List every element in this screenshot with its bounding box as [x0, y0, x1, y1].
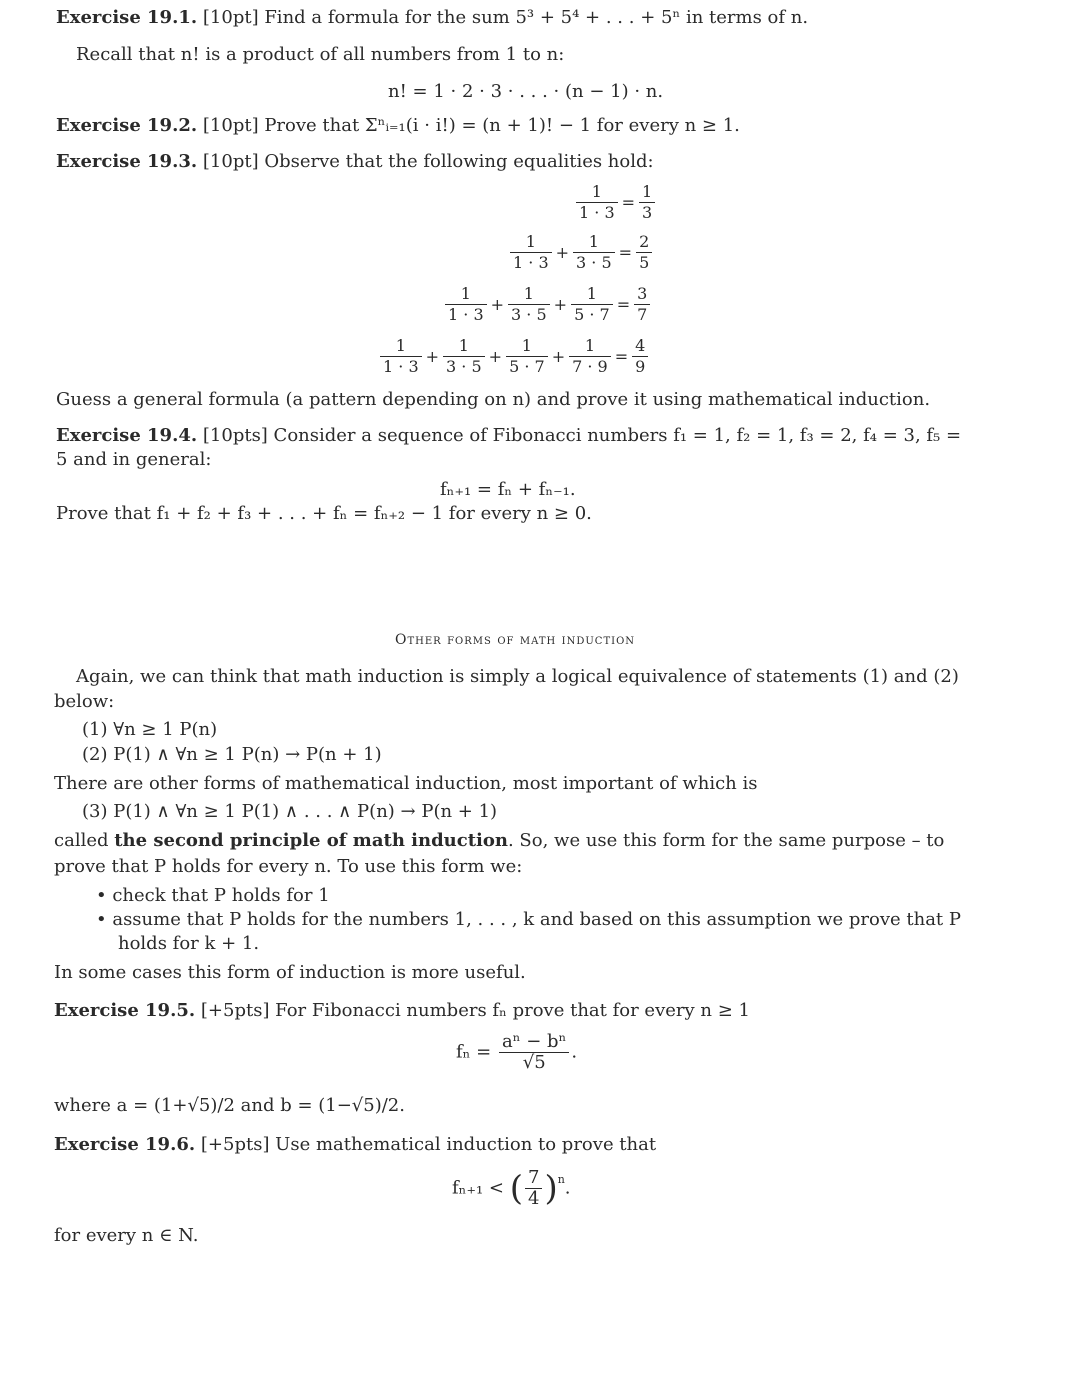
- denominator: √5: [522, 1052, 546, 1073]
- paragraph-4: In some cases this form of induction is more useful.: [54, 962, 526, 983]
- numerator: 1: [573, 232, 615, 253]
- denominator: 4: [527, 1188, 540, 1209]
- denominator: 1 · 3: [513, 253, 549, 272]
- exercise-text: [+5pts] For Fibonacci numbers fₙ prove that for every n ≥ 1: [200, 1000, 750, 1021]
- numerator: 1: [571, 284, 613, 305]
- numerator: 1: [639, 182, 655, 203]
- fraction-term: [508, 284, 550, 325]
- numerator: 2: [636, 232, 652, 253]
- numerator: 1: [443, 336, 485, 357]
- statement-3: (3) P(1) ∧ ∀n ≥ 1 P(1) ∧ . . . ∧ P(n) → P(n + 1): [82, 801, 498, 822]
- denominator: 1 · 3: [579, 203, 615, 222]
- fraction-result: [634, 284, 650, 325]
- exercise-text: [10pt] Find a formula for the sum 5³ + 5⁴ + . . . + 5ⁿ in terms of n.: [202, 7, 809, 28]
- exercise-text: [10pts] Consider a sequence of Fibonacci numbers f₁ = 1, f₂ = 1, f₃ = 2, f₄ = 3, f₅ =: [202, 425, 962, 446]
- statement-1: (1) ∀n ≥ 1 P(n): [82, 719, 218, 740]
- denominator: 1 · 3: [383, 357, 419, 376]
- fraction-term: [571, 284, 613, 325]
- numerator: 1: [576, 182, 618, 203]
- numerator: 1: [508, 284, 550, 305]
- text-run: called: [54, 830, 115, 851]
- bullet-item-2a: • assume that P holds for the numbers 1, . . . , k and based on this assumption we prove that P: [96, 909, 962, 930]
- fraction-result: [639, 182, 655, 223]
- bold-term: the second principle of math induction: [114, 830, 508, 851]
- denominator: 3: [642, 203, 653, 222]
- fraction-result: [636, 232, 652, 273]
- fraction-term: [380, 336, 422, 377]
- exercise-label: Exercise 19.1.: [56, 7, 198, 28]
- where-text: where a = (1+√5)/2 and b = (1−√5)/2.: [54, 1095, 405, 1116]
- fraction: [525, 1168, 542, 1209]
- exercise-label: Exercise 19.2.: [56, 115, 198, 136]
- numerator: 1: [569, 336, 611, 357]
- paragraph-1b: below:: [54, 691, 115, 712]
- paragraph-2: There are other forms of mathematical induction, most important of which is: [54, 773, 758, 794]
- denominator: 7 · 9: [572, 357, 608, 376]
- exercise-label: Exercise 19.4.: [56, 425, 198, 446]
- denominator: 5 · 7: [509, 357, 545, 376]
- denominator: 7: [637, 305, 648, 324]
- equality-row-1: $\frac{1}{1 \cdot 3}$ = $\frac{1}{3}$: [574, 182, 657, 223]
- bullet-item-1: • check that P holds for 1: [96, 885, 330, 906]
- fraction-term: [445, 284, 487, 325]
- exercise-text: [+5pts] Use mathematical induction to prove that: [200, 1134, 657, 1155]
- numerator: 1: [510, 232, 552, 253]
- statement-2: (2) P(1) ∧ ∀n ≥ 1 P(n) → P(n + 1): [82, 744, 382, 765]
- numerator: 4: [632, 336, 648, 357]
- denominator: 3 · 5: [576, 253, 612, 272]
- formula-lhs: fₙ₊₁ <: [452, 1177, 504, 1199]
- inequality-formula: fₙ₊₁ < ( $\frac{7}{4}$ )$^n$.: [452, 1167, 571, 1209]
- exercise-19-1: [56, 6, 808, 30]
- equality-row-4: $\frac{1}{1 \cdot 3}$ + $\frac{1}{3 \cdot 5}$ + $\frac{1}{5 \cdot 7}$ + $\frac{1}{7 \cdot 9}$ = $\frac{4}{9}$: [378, 336, 650, 377]
- fraction-term: [576, 182, 618, 223]
- paragraph-1a: Again, we can think that math induction is simply a logical equivalence of statements (1) and (2): [76, 666, 959, 687]
- text-run: . So, we use this form for the same purpose – to: [507, 830, 945, 851]
- fibonacci-prove: Prove that f₁ + f₂ + f₃ + . . . + fₙ = fₙ₊₂ − 1 for every n ≥ 0.: [56, 503, 592, 524]
- exercise-19-2: [56, 114, 740, 138]
- exercise-text-cont: 5 and in general:: [56, 449, 212, 470]
- exercise-label: Exercise 19.3.: [56, 151, 198, 172]
- fraction: [499, 1032, 569, 1073]
- exercise-label: Exercise 19.5.: [54, 1000, 196, 1021]
- bullet-item-2b: holds for k + 1.: [118, 933, 260, 954]
- binet-formula: fₙ = $\frac{\text{aⁿ − bⁿ}}{√5}$ .: [456, 1031, 578, 1073]
- fraction-term: [506, 336, 548, 377]
- fraction-term: [443, 336, 485, 377]
- formula-lhs: fₙ =: [456, 1041, 492, 1063]
- exercise-19-6: [54, 1133, 656, 1157]
- denominator: 9: [635, 357, 646, 376]
- denominator: 5 · 7: [574, 305, 610, 324]
- fraction-term: [573, 232, 615, 273]
- equality-row-3: $\frac{1}{1 \cdot 3}$ + $\frac{1}{3 \cdot 5}$ + $\frac{1}{5 \cdot 7}$ = $\frac{3}{7}$: [443, 284, 652, 325]
- for-every-text: for every n ∈ N.: [54, 1225, 199, 1246]
- numerator: 3: [634, 284, 650, 305]
- guess-text: Guess a general formula (a pattern depending on n) and prove it using mathematical induction.: [56, 389, 931, 410]
- exercise-19-5: [54, 999, 750, 1023]
- exercise-label: Exercise 19.6.: [54, 1134, 196, 1155]
- equality-row-2: $\frac{1}{1 \cdot 3}$ + $\frac{1}{3 \cdot 5}$ = $\frac{2}{5}$: [508, 232, 654, 273]
- exercise-19-3: [56, 150, 654, 174]
- exercise-19-4: [56, 424, 961, 448]
- fraction-result: [632, 336, 648, 377]
- numerator: 1: [380, 336, 422, 357]
- numerator: 1: [506, 336, 548, 357]
- fibonacci-recurrence: fₙ₊₁ = fₙ + fₙ₋₁.: [440, 479, 576, 500]
- denominator: 3 · 5: [511, 305, 547, 324]
- exercise-text: [10pt] Observe that the following equalities hold:: [202, 151, 654, 172]
- exponent: n: [557, 1173, 565, 1186]
- paragraph-3a: [54, 829, 944, 853]
- exercise-text: [10pt] Prove that Σⁿᵢ₌₁(i · i!) = (n + 1)! − 1 for every n ≥ 1.: [202, 115, 740, 136]
- denominator: 3 · 5: [446, 357, 482, 376]
- numerator: 1: [445, 284, 487, 305]
- denominator: 5: [639, 253, 650, 272]
- denominator: 1 · 3: [448, 305, 484, 324]
- paragraph-3b: prove that P holds for every n. To use this form we:: [54, 856, 523, 877]
- recall-text: Recall that n! is a product of all numbers from 1 to n:: [76, 44, 565, 65]
- fraction-term: [569, 336, 611, 377]
- factorial-formula: n! = 1 · 2 · 3 · . . . · (n − 1) · n.: [388, 81, 664, 102]
- section-heading: Other forms of math induction: [394, 632, 636, 648]
- fraction-term: [510, 232, 552, 273]
- numerator: aⁿ − bⁿ: [499, 1032, 569, 1053]
- numerator: 7: [525, 1168, 542, 1189]
